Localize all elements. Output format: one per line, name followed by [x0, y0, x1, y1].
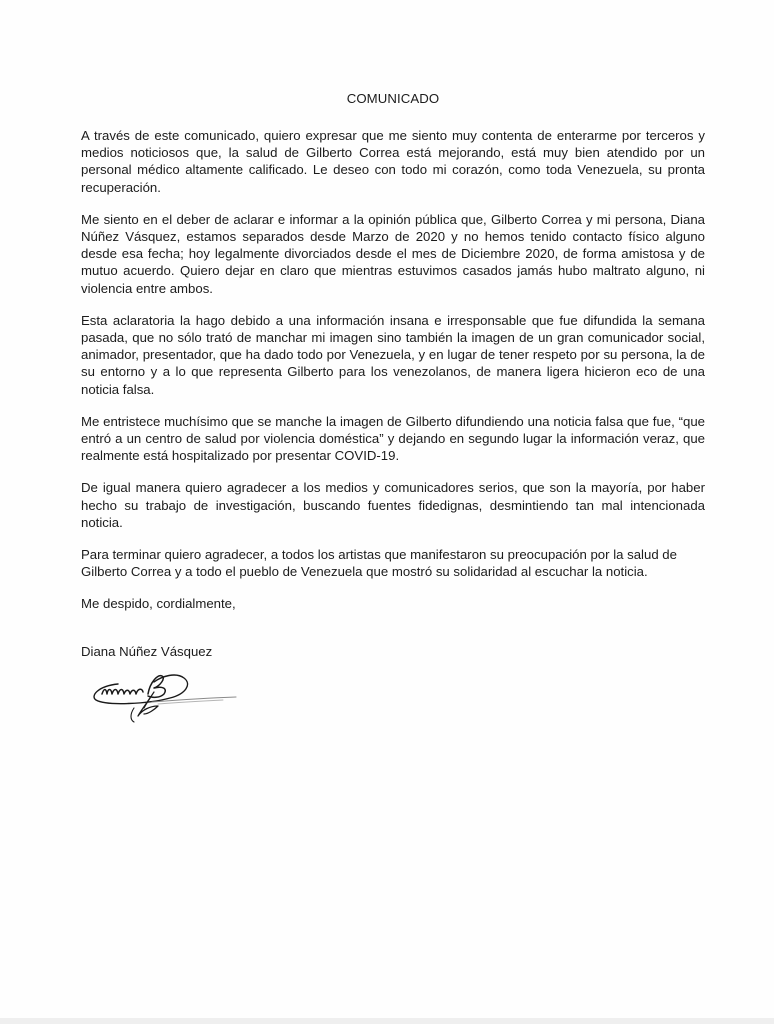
signature-icon	[88, 664, 248, 734]
paragraph-3: Esta aclaratoria la hago debido a una información insana e irresponsable que fue difundida la semana pasada, que no sólo trató de manchar mi imagen sino también la imagen de un gran comunicador social, animador, presentador, que ha dado todo por Venezuela, y en lugar de tener respeto por su persona, la de su entorno y a lo que representa Gilberto para los venezolanos, de manera ligera hicieron eco de una noticia falsa.	[81, 312, 705, 397]
paragraph-1: A través de este comunicado, quiero expresar que me siento muy contenta de enterarme por terceros y medios noticiosos que, la salud de Gilberto Correa está mejorando, está muy bien atendido por un personal médico altamente calificado. Le deseo con todo mi corazón, como toda Venezuela, su pronta recuperación.	[81, 128, 705, 195]
paragraph-6: Para terminar quiero agradecer, a todos los artistas que manifestaron su preocupación por la salud de Gilberto Correa y a todo el pueblo de Venezuela que mostró su solidaridad al escuchar la noticia.	[81, 547, 677, 580]
paragraph-4: Me entristece muchísimo que se manche la imagen de Gilberto difundiendo una noticia falsa que fue, “que entró a un centro de salud por violencia doméstica” y dejando en segundo lugar la información veraz, que realmente está hospitalizado por presentar COVID-19.	[81, 413, 705, 464]
paragraph-5: De igual manera quiero agradecer a los medios y comunicadores serios, que son la mayoría, por haber hecho su trabajo de investigación, buscando fuentes fidedignas, desmintiendo tan mal intencionada noticia.	[81, 480, 705, 530]
bottom-edge	[0, 1018, 774, 1024]
signer-name: Diana Núñez Vásquez	[81, 643, 213, 659]
document-title: COMUNICADO	[346, 91, 440, 106]
document-column	[81, 90, 705, 734]
paragraph-2: Me siento en el deber de aclarar e informar a la opinión pública que, Gilberto Correa y mi persona, Diana Núñez Vásquez, estamos separados desde Marzo de 2020 y no hemos tenido contacto físico alguno desde esa fecha; hoy legalmente divorciados desde el mes de Diciembre 2020, de forma amistosa y de mutuo acuerdo. Quiero dejar en claro que mientras estuvimos casados jamás hubo maltrato alguno, ni violencia entre ambos.	[81, 211, 705, 296]
closing-line: Me despido, cordialmente,	[81, 596, 236, 612]
